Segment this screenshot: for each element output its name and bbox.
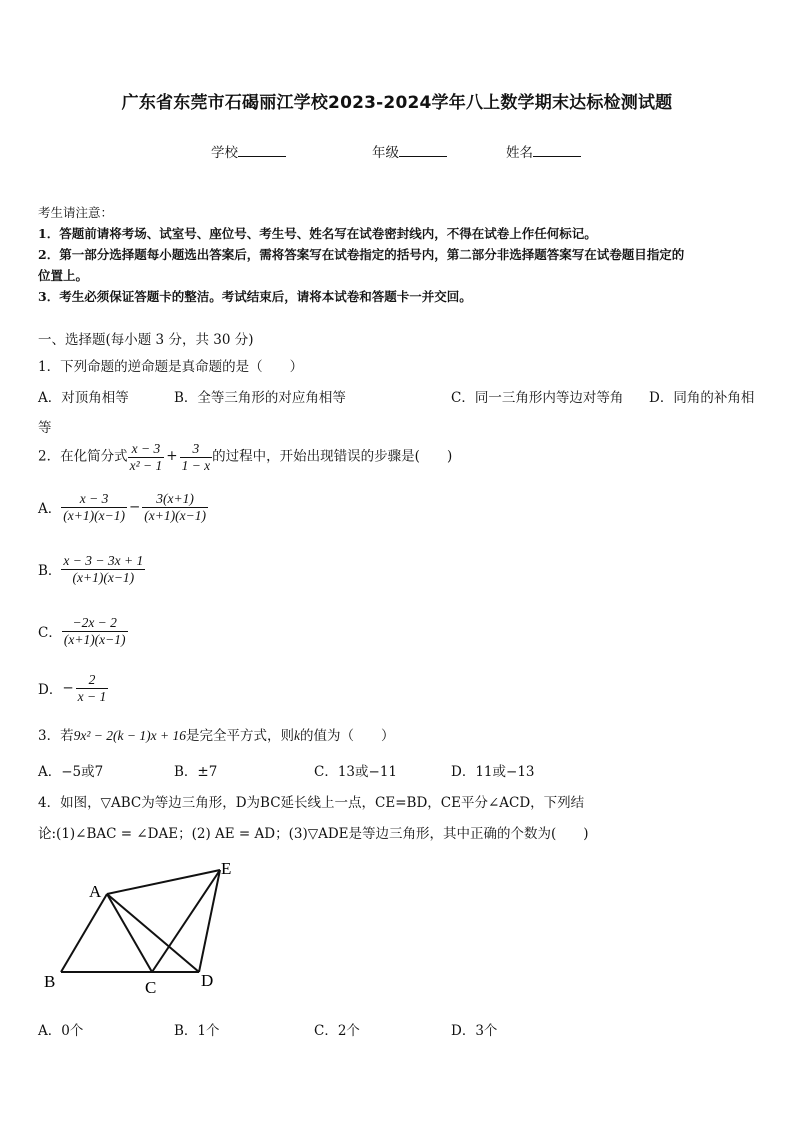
q3-option-d: D．11或−13 [451,764,535,780]
school-blank [238,144,286,157]
name-blank [533,144,581,157]
q2-option-c [38,615,128,647]
q2-a-f1-den: (x+1)(x−1) [63,507,125,523]
segment-ae [107,870,220,894]
q4-option-c: C．2个 [314,1023,360,1039]
q2-f1-num: x − 3 [131,441,161,456]
q2-f1-den: x² − 1 [129,457,163,473]
q3-option-b: B．±7 [174,764,218,780]
q3-stem-mid: 是完全平方式，则 [185,728,294,744]
q2-a-minus: − [128,499,141,516]
q2-d-minus: − [62,680,74,697]
school-label: 学校 [211,145,238,161]
q1-option-a: A．对顶角相等 [38,390,129,406]
q2-plus: + [166,448,178,465]
grade-label: 年级 [372,145,399,161]
name-label: 姓名 [506,145,533,161]
notice-item-3: 3．考生必须保证答题卡的整洁。考试结束后，请将本试卷和答题卡一并交回。 [38,289,472,304]
q2-c-den: (x+1)(x−1) [63,631,126,647]
q2-stem-pre: 2．在化简分式 [38,448,128,465]
q3-option-c: C．13或−11 [314,764,397,780]
q2-b-fraction [61,553,145,585]
q4-option-d: D．3个 [451,1023,498,1039]
q2-option-a [38,491,208,523]
q3-stem-pre: 3．若 [38,728,74,744]
grade-blank [399,144,447,157]
notice-item-1: 1．答题前请将考场、试室号、座位号、考生号、姓名写在试卷密封线内，不得在试卷上作任何标记。 [38,226,597,241]
q3-option-a: A．−5或7 [38,764,104,780]
point-label-e: E [221,859,232,878]
q2-a-fraction-1 [61,491,127,523]
point-label-c: C [145,978,157,997]
q2-d-label: D． [38,682,63,699]
grade-field [372,141,447,161]
q2-d-fraction [76,672,109,704]
q2-a-f2-den: (x+1)(x−1) [144,507,206,523]
q2-a-label: A． [38,501,62,518]
q3-expression: 9x² − 2(k − 1)x + 16 [73,728,186,743]
q2-stem-post: 的过程中，开始出现错误的步骤是( ) [212,448,453,465]
notice-heading: 考生请注意： [38,205,114,220]
q4-option-a: A．0个 [38,1023,84,1039]
point-label-d: D [201,971,214,990]
q1-option-d: D．同角的补角相 [649,390,755,406]
q1-stem: 1．下列命题的逆命题是真命题的是（ ） [38,359,304,375]
q1-option-d-cont: 等 [38,420,52,436]
q2-option-d [38,672,108,704]
q3-stem [38,724,394,744]
school-field [211,141,286,161]
q2-c-num: −2x − 2 [72,615,117,630]
q2-b-den: (x+1)(x−1) [61,569,145,586]
segment-ac [107,894,152,972]
section-heading: 一、选择题(每小题 3 分，共 30 分) [38,332,254,348]
q2-stem [38,441,452,473]
q4-stem-line-1: 4．如图，▽ABC为等边三角形，D为BC延长线上一点，CE=BD，CE平分∠ACD，下列结 [38,795,585,811]
point-label-a: A [89,882,102,901]
q2-f2-den: 1 − x [181,457,211,473]
q2-option-b [38,553,145,585]
q2-a-fraction-2 [142,491,208,523]
q2-f2-num: 3 [192,441,200,456]
q2-fraction-2 [180,441,213,473]
segment-ab [61,894,107,972]
q4-stem-line-2: 论:(1)∠BAC = ∠DAE；(2) AE = AD；(3)▽ADE是等边三角形，其中正确的个数为( ) [38,826,589,842]
notice-item-2-cont: 位置上。 [38,268,89,283]
q1-option-c: C．同一三角形内等边对等角 [451,390,624,406]
q2-a-f1-num: x − 3 [79,491,109,506]
page-title: 广东省东莞市石碣丽江学校2023-2024学年八上数学期末达标检测试题 [121,93,673,113]
q1-option-b: B．全等三角形的对应角相等 [174,390,346,406]
segment-ad [107,894,199,972]
q4-option-b: B．1个 [174,1023,220,1039]
q2-c-label: C． [38,625,62,642]
q2-b-num: x − 3 − 3x + 1 [63,553,144,568]
q4-geometry-figure [0,850,300,1000]
q2-b-label: B． [38,563,62,580]
q2-d-den: x − 1 [77,688,107,704]
point-label-b: B [44,972,56,991]
notice-item-2: 2．第一部分选择题每小题选出答案后，需将答案写在试卷指定的括号内，第二部分非选择题答案写在试卷题目指定的 [38,247,685,262]
q2-c-fraction [62,615,128,647]
q2-a-f2-num: 3(x+1) [156,491,194,506]
name-field [506,141,581,161]
q2-fraction-1 [128,441,165,473]
q3-stem-post: 的值为（ ） [299,728,395,744]
q3-k: k [293,728,300,743]
q2-d-num: 2 [88,672,96,687]
